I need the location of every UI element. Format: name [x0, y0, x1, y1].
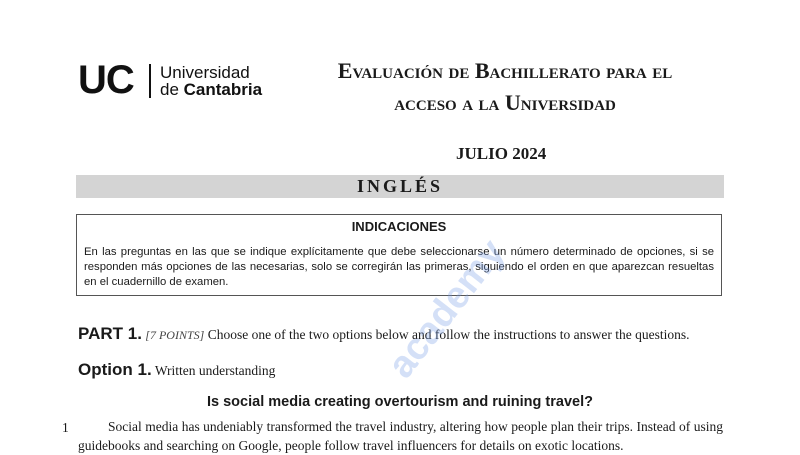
line-number: 1: [62, 420, 69, 435]
subject-heading: INGLÉS: [76, 175, 724, 198]
logo-line1: Universidad: [160, 63, 250, 82]
indicaciones-box: [76, 214, 722, 296]
option1-label: Option 1.: [78, 360, 152, 379]
indicaciones-title: INDICACIONES: [351, 219, 447, 234]
article-paragraph: Social media has undeniably transformed the travel industry, altering how people plan their trips. Instead of using guidebooks and searching on Google, people follow travel influencers for details on exotic locations.: [78, 419, 723, 453]
logo-divider: [149, 64, 151, 98]
part1-heading: [78, 324, 690, 345]
logo-line2: [160, 81, 262, 98]
part1-instruction: Choose one of the two options below and follow the instructions to answer the questions.: [207, 327, 690, 342]
option1-type: Written understanding: [154, 363, 276, 378]
part1-points: [7 POINTS]: [145, 328, 205, 342]
university-logo: [78, 58, 288, 104]
indicaciones-text: En las preguntas en las que se indique explícitamente que debe seleccionarse un número determinado de opciones, si se responden más opciones de las necesarias, solo se corregirán las primeras, siguiendo el orden en que aparezcan resueltas en el cuadernillo de examen.: [84, 246, 714, 288]
option1-heading: [78, 360, 275, 381]
watermark-text: academy: [380, 231, 514, 386]
logo-line2-bold: Cantabria: [183, 80, 263, 99]
logo-line2-prefix: de: [160, 80, 179, 99]
logo-mark: UC: [78, 58, 134, 102]
exam-title-line1: Evaluación de Bachillerato para el: [337, 58, 673, 83]
part1-label: PART 1.: [78, 324, 142, 343]
exam-title-line2: acceso a la Universidad: [394, 90, 616, 115]
article-title: Is social media creating overtourism and ruining travel?: [207, 394, 593, 410]
exam-date: JULIO 2024: [456, 144, 547, 163]
